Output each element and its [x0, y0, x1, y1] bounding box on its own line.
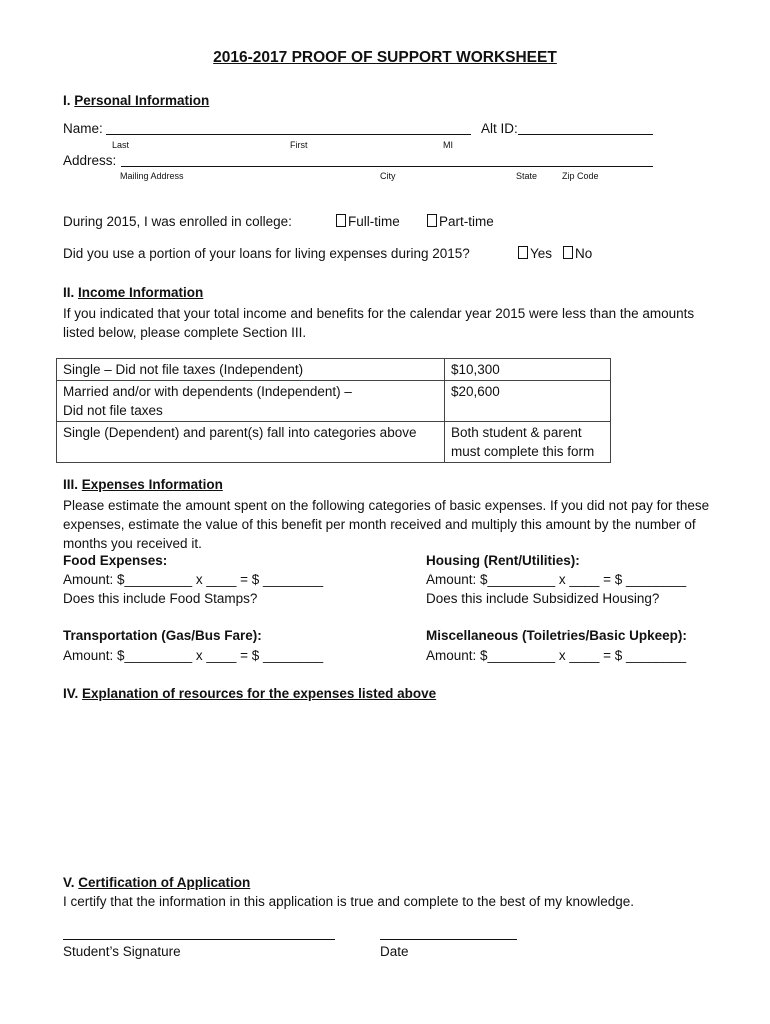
section-4-title: Explanation of resources for the expenses listed above: [82, 686, 437, 701]
certification-statement: I certify that the information in this application is true and complete to the best of my knowledge.: [63, 894, 635, 909]
full-time-label: Full-time: [348, 214, 400, 229]
alt-id-label: Alt ID:: [481, 121, 518, 136]
name-last-caption: Last: [112, 140, 130, 150]
subsidized-housing-question: Does this include Subsidized Housing?: [426, 591, 660, 606]
section-1-heading: [63, 93, 209, 108]
section-5-number: V.: [63, 875, 75, 890]
table-cell: [445, 422, 611, 463]
section-3-intro: Please estimate the amount spent on the following categories of basic expenses. If you did not pay for these expenses, estimate the value of this benefit per month received and multiply this amount by the number of months you received it.: [63, 498, 710, 551]
table-cell: $20,600: [445, 381, 611, 422]
section-1-title: Personal Information: [74, 93, 210, 108]
address-field[interactable]: [121, 166, 653, 167]
section-4-number: IV.: [63, 686, 79, 701]
section-1-number: I.: [63, 93, 71, 108]
food-label: Food Expenses:: [63, 553, 168, 568]
no-label: No: [575, 246, 593, 261]
food-amount-line[interactable]: Amount: $_________ x ____ = $ ________: [63, 572, 324, 587]
income-table: [56, 358, 611, 463]
table-cell-line: Married and/or with dependents (Independent) –: [63, 384, 352, 399]
table-cell-line: must complete this form: [451, 444, 595, 459]
section-2-heading: [63, 285, 203, 300]
section-2-intro: If you indicated that your total income and benefits for the calendar year 2015 were less than the amounts listed below, please complete Section III.: [63, 306, 695, 340]
name-first-caption: First: [290, 140, 308, 150]
transportation-label: Transportation (Gas/Bus Fare):: [63, 628, 262, 643]
table-cell-line: Did not file taxes: [63, 403, 163, 418]
table-cell: Single (Dependent) and parent(s) fall into categories above: [57, 422, 445, 463]
housing-label: Housing (Rent/Utilities):: [426, 553, 580, 568]
explanation-area[interactable]: [63, 710, 713, 860]
address-label: Address:: [63, 153, 117, 168]
loans-question: Did you use a portion of your loans for living expenses during 2015?: [63, 246, 470, 261]
signature-field[interactable]: [63, 939, 335, 940]
full-time-option[interactable]: [336, 214, 400, 229]
part-time-option[interactable]: [427, 214, 494, 229]
section-3-title: Expenses Information: [81, 477, 223, 492]
miscellaneous-amount-line[interactable]: Amount: $_________ x ____ = $ ________: [426, 648, 687, 663]
miscellaneous-label: Miscellaneous (Toiletries/Basic Upkeep):: [426, 628, 687, 643]
name-label: Name:: [63, 121, 103, 136]
section-3-heading: [63, 477, 223, 492]
housing-amount-line[interactable]: Amount: $_________ x ____ = $ ________: [426, 572, 687, 587]
table-row: [57, 381, 611, 422]
section-2-number: II.: [63, 285, 75, 300]
table-cell: [57, 381, 445, 422]
part-time-label: Part-time: [439, 214, 494, 229]
address-state-caption: State: [516, 171, 538, 181]
table-row: [57, 359, 611, 381]
section-5-title: Certification of Application: [78, 875, 251, 890]
yes-label: Yes: [530, 246, 553, 261]
table-cell-line: Both student & parent: [451, 425, 582, 440]
address-city-caption: City: [380, 171, 396, 181]
no-checkbox[interactable]: [563, 246, 573, 259]
enrolled-question: During 2015, I was enrolled in college:: [63, 214, 292, 229]
table-row: [57, 422, 611, 463]
table-cell: $10,300: [445, 359, 611, 381]
transportation-amount-line[interactable]: Amount: $_________ x ____ = $ ________: [63, 648, 324, 663]
address-mailing-caption: Mailing Address: [120, 171, 184, 181]
alt-id-field[interactable]: [518, 134, 653, 135]
date-field[interactable]: [380, 939, 517, 940]
page-title: 2016-2017 PROOF OF SUPPORT WORKSHEET: [213, 49, 557, 66]
section-5-heading: [63, 875, 250, 890]
yes-option[interactable]: [518, 246, 552, 261]
part-time-checkbox[interactable]: [427, 214, 437, 227]
name-field[interactable]: [106, 134, 471, 135]
table-cell: Single – Did not file taxes (Independent): [57, 359, 445, 381]
section-3-number: III.: [63, 477, 79, 492]
yes-checkbox[interactable]: [518, 246, 528, 259]
section-4-heading: [63, 686, 436, 701]
address-zip-caption: Zip Code: [562, 171, 599, 181]
food-stamps-question: Does this include Food Stamps?: [63, 591, 258, 606]
section-2-title: Income Information: [78, 285, 204, 300]
signature-label: Student’s Signature: [63, 944, 181, 959]
date-label: Date: [380, 944, 409, 959]
full-time-checkbox[interactable]: [336, 214, 346, 227]
no-option[interactable]: [563, 246, 592, 261]
name-mi-caption: MI: [443, 140, 453, 150]
